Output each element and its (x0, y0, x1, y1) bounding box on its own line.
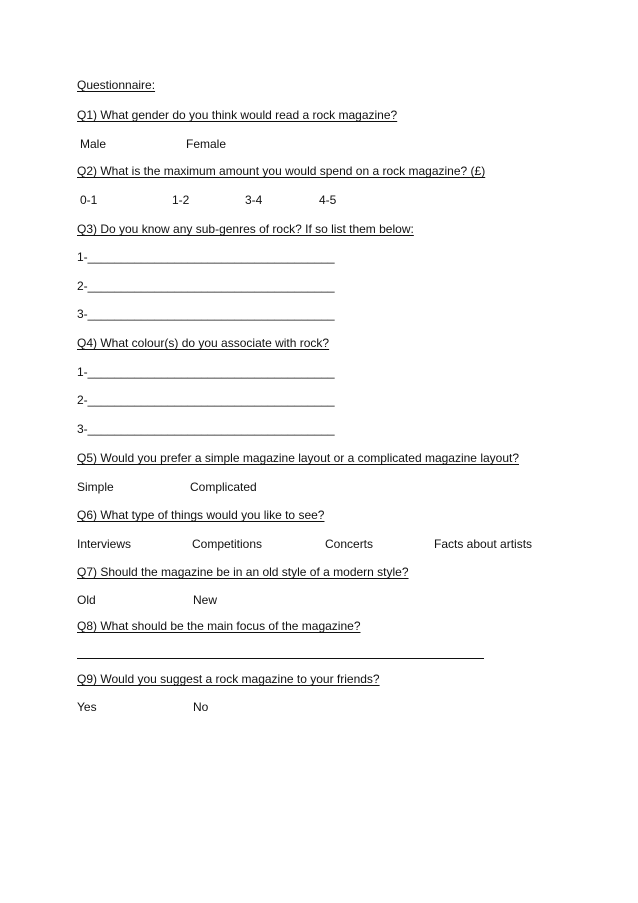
option-0-1: 0-1 (80, 193, 98, 207)
q3-blank-2: 2-_____________________________________ (77, 279, 335, 293)
option-simple: Simple (77, 480, 114, 494)
option-facts-about-artists: Facts about artists (434, 537, 533, 551)
option-competitions: Competitions (192, 537, 263, 551)
question-8: Q8) What should be the main focus of the magazine? (77, 619, 361, 633)
question-4: Q4) What colour(s) do you associate with rock? (77, 336, 330, 350)
option-3-4: 3-4 (245, 193, 263, 207)
option-concerts: Concerts (325, 537, 374, 551)
question-7: Q7) Should the magazine be in an old style of a modern style? (77, 565, 409, 579)
option-interviews: Interviews (77, 537, 132, 551)
question-6: Q6) What type of things would you like to see? (77, 508, 325, 522)
question-1: Q1) What gender do you think would read a rock magazine? (77, 108, 398, 122)
q4-blank-3: 3-_____________________________________ (77, 422, 335, 436)
option-old: Old (77, 593, 96, 607)
question-5: Q5) Would you prefer a simple magazine layout or a complicated magazine layout? (77, 451, 520, 465)
q4-blank-1: 1-_____________________________________ (77, 365, 335, 379)
option-complicated: Complicated (190, 480, 257, 494)
option-1-2: 1-2 (172, 193, 190, 207)
option-female: Female (186, 137, 227, 151)
q3-blank-3: 3-_____________________________________ (77, 307, 335, 321)
q8-answer-line (77, 658, 484, 659)
question-3: Q3) Do you know any sub-genres of rock? If so list them below: (77, 222, 414, 236)
option-4-5: 4-5 (319, 193, 337, 207)
questionnaire-title: Questionnaire: (77, 78, 156, 92)
question-2: Q2) What is the maximum amount you would spend on a rock magazine? (£) (77, 164, 486, 178)
option-male: Male (80, 137, 107, 151)
question-9: Q9) Would you suggest a rock magazine to your friends? (77, 672, 380, 686)
option-new: New (193, 593, 218, 607)
option-yes: Yes (77, 700, 97, 714)
option-no: No (193, 700, 209, 714)
q4-blank-2: 2-_____________________________________ (77, 393, 335, 407)
q3-blank-1: 1-_____________________________________ (77, 250, 335, 264)
